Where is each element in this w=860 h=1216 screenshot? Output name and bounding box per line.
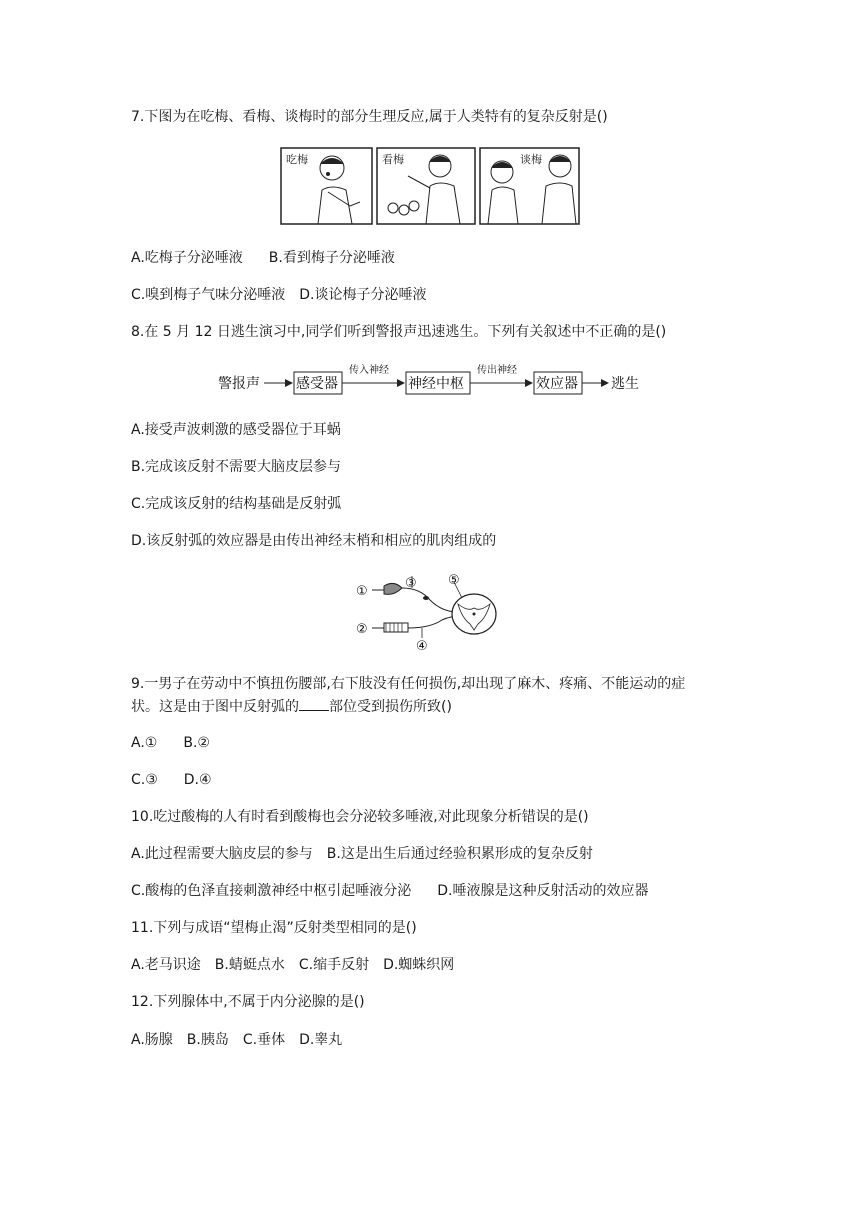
panel-eat-plum [281, 148, 372, 224]
flow-center-text: 神经中枢 [408, 376, 464, 392]
q10-stem: 10.吃过酸梅的人有时看到酸梅也会分泌较多唾液,对此现象分析错误的是() [131, 809, 589, 825]
q10-option-b[interactable]: B.这是出生后通过经验积累形成的复杂反射 [326, 846, 593, 862]
panel-talk-plum [480, 148, 579, 224]
q9-stem-line2 [131, 696, 452, 717]
q10-option-a[interactable]: A.此过程需要大脑皮层的参与 [131, 846, 313, 862]
q8-flow-diagram [216, 360, 646, 396]
q12-options [131, 1030, 342, 1050]
q7-option-c[interactable]: C.嗅到梅子气味分泌唾液 [131, 287, 286, 303]
q12-option-d[interactable]: D.睾丸 [299, 1032, 343, 1048]
q9-option-c[interactable]: C.③ [131, 772, 158, 788]
arc-label-2: ② [356, 622, 368, 637]
q9-option-a[interactable]: A.① [131, 735, 158, 751]
q8-option-b[interactable]: B.完成该反射不需要大脑皮层参与 [131, 459, 342, 475]
q10-option-c[interactable]: C.酸梅的色泽直接刺激神经中枢引起唾液分泌 [131, 883, 412, 899]
flow-receptor-text: 感受器 [296, 376, 338, 392]
arc-label-5: ⑤ [448, 573, 460, 588]
flow-afferent-label: 传入神经 [349, 365, 389, 376]
arc-label-1: ① [356, 584, 368, 599]
q7-option-a[interactable]: A.吃梅子分泌唾液 [131, 250, 243, 266]
q7-options-ab [131, 248, 395, 268]
q10-options-cd [131, 881, 648, 901]
answer-blank[interactable] [299, 696, 329, 711]
panel-label-see: 看梅 [382, 153, 404, 166]
flow-end-text: 逃生 [611, 376, 639, 392]
q7-option-b[interactable]: B.看到梅子分泌唾液 [268, 250, 395, 266]
q7-figure [280, 146, 580, 226]
q8-option-c[interactable]: C.完成该反射的结构基础是反射弧 [131, 496, 342, 512]
q12-option-b[interactable]: B.胰岛 [186, 1032, 229, 1048]
q11-option-c[interactable]: C.缩手反射 [298, 957, 370, 973]
q11-option-a[interactable]: A.老马识途 [131, 957, 201, 973]
q9-stem-part2: 部位受到损伤所致() [329, 699, 452, 715]
flow-start-text: 警报声 [218, 376, 260, 392]
q9-stem-line1: 9.一男子在劳动中不慎扭伤腰部,右下肢没有任何损伤,却出现了麻木、疼痛、不能运动的症 [131, 676, 686, 692]
q8-option-a[interactable]: A.接受声波刺激的感受器位于耳蜗 [131, 422, 341, 438]
arc-label-4: ④ [416, 639, 428, 650]
q11-option-d[interactable]: D.蜘蛛织网 [383, 957, 455, 973]
arc-label-3: ③ [405, 576, 417, 591]
q11-stem: 11.下列与成语“望梅止渴”反射类型相同的是() [131, 920, 417, 936]
q9-stem-part1: 状。这是由于图中反射弧的 [131, 699, 299, 715]
q7-option-d[interactable]: D.谈论梅子分泌唾液 [299, 287, 427, 303]
panel-see-plum [377, 148, 475, 224]
q8-option-d[interactable]: D.该反射弧的效应器是由传出神经末梢和相应的肌肉组成的 [131, 533, 497, 549]
q9-option-b[interactable]: B.② [183, 735, 210, 751]
q12-option-c[interactable]: C.垂体 [242, 1032, 286, 1048]
reflex-arc-diagram [350, 568, 520, 650]
q11-options [131, 955, 454, 975]
panel-label-eat: 吃梅 [286, 153, 308, 166]
q9-option-d[interactable]: D.④ [183, 772, 212, 788]
q11-option-b[interactable]: B.蜻蜓点水 [214, 957, 285, 973]
q7-options-cd [131, 285, 426, 305]
q12-stem: 12.下列腺体中,不属于内分泌腺的是() [131, 994, 365, 1010]
q9-options-ab [131, 733, 210, 753]
flow-effector-text: 效应器 [536, 376, 578, 392]
q10-option-d[interactable]: D.唾液腺是这种反射活动的效应器 [437, 883, 649, 899]
q7-stem: 7.下图为在吃梅、看梅、谈梅时的部分生理反应,属于人类特有的复杂反射是() [131, 109, 608, 125]
q12-option-a[interactable]: A.肠腺 [131, 1032, 173, 1048]
panel-label-talk: 谈梅 [520, 153, 542, 166]
q10-options-ab [131, 844, 593, 864]
flow-efferent-label: 传出神经 [477, 365, 517, 376]
q9-options-cd [131, 770, 212, 790]
q8-stem: 8.在 5 月 12 日逃生演习中,同学们听到警报声迅速逃生。下列有关叙述中不正确的是() [131, 324, 667, 340]
